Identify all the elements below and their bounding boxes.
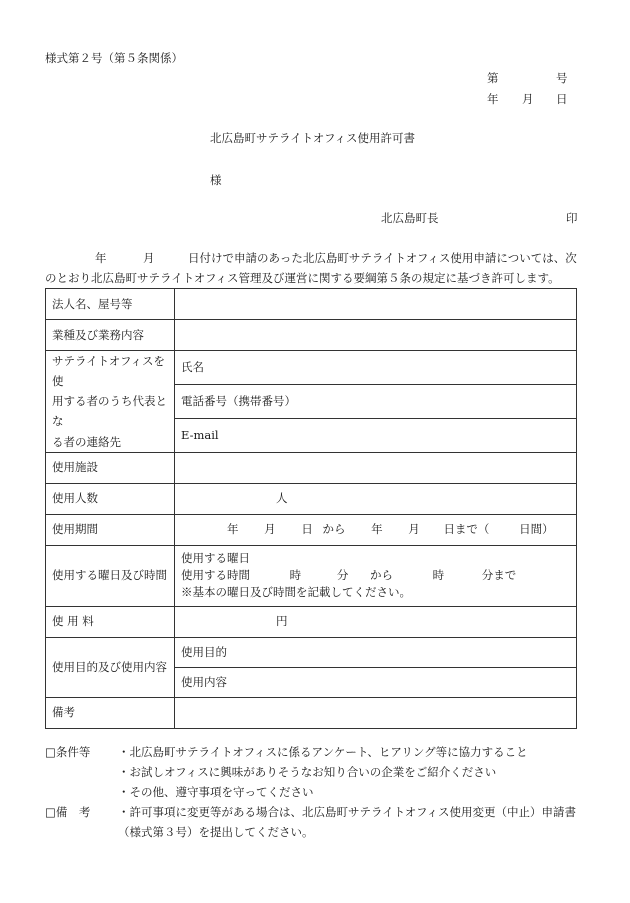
table-row: [46, 483, 577, 514]
business-field[interactable]: [175, 320, 577, 351]
issuer-seal: 印: [566, 211, 578, 225]
schedule-time: 使用する時間: [181, 568, 250, 582]
people-field[interactable]: [175, 483, 577, 514]
period-year-end: 年: [371, 522, 383, 537]
period-until: 日まで（: [443, 522, 490, 537]
fee-label: 使 用 料: [46, 606, 175, 637]
date-month: 月: [522, 92, 534, 106]
table-row: [46, 637, 577, 667]
conditions-label: □条件等: [45, 745, 91, 759]
people-unit: 人: [276, 491, 288, 506]
contact-label: [46, 351, 175, 453]
period-label: 使用期間: [46, 514, 175, 545]
contact-email-field[interactable]: E-mail: [175, 418, 577, 452]
table-row: [46, 351, 577, 385]
contact-phone-field[interactable]: 電話番号（携帯番号）: [175, 384, 577, 418]
purpose-label: 使用目的及び使用内容: [46, 637, 175, 697]
schedule-field[interactable]: [175, 545, 577, 606]
document-title: 北広島町サテライトオフィス使用許可書: [210, 131, 416, 145]
period-month: 月: [264, 522, 276, 537]
corp-name-field[interactable]: [175, 289, 577, 320]
fee-unit: 円: [276, 614, 288, 629]
corp-name-label: 法人名、屋号等: [46, 289, 175, 320]
time-minute: 分: [336, 568, 349, 582]
permit-form-table: [45, 288, 577, 729]
contact-label-line: 用する者のうち代表とな: [52, 394, 167, 429]
document-number-prefix: 第: [487, 71, 499, 85]
intro-line1: 日付けで申請のあった北広島町サテライトオフィス使用申請については、次: [188, 251, 577, 265]
facility-label: 使用施設: [46, 452, 175, 483]
time-hour-end: 時: [432, 568, 445, 582]
period-field[interactable]: [175, 514, 577, 545]
time-from: から: [369, 568, 393, 582]
fee-field[interactable]: [175, 606, 577, 637]
notes-remarks-label: □備 考: [45, 805, 91, 819]
notes-remarks-line: ・許可事項に変更等がある場合は、北広島町サテライトオフィス使用変更（中止）申請書: [118, 805, 577, 819]
period-day: 日: [301, 522, 313, 537]
period-year: 年: [227, 522, 239, 537]
period-days: 日間）: [519, 522, 554, 537]
period-from: から: [322, 522, 346, 537]
table-row: [46, 545, 577, 606]
contact-name-field[interactable]: 氏名: [175, 351, 577, 385]
schedule-note: ※基本の曜日及び時間を記載してください。: [181, 585, 411, 600]
table-row: [46, 289, 577, 320]
remarks-field[interactable]: [175, 697, 577, 728]
people-label: 使用人数: [46, 483, 175, 514]
schedule-day: 使用する曜日: [181, 550, 250, 565]
condition-item: ・お試しオフィスに興味がありそうなお知り合いの企業をご紹介ください: [118, 765, 497, 779]
form-number: 様式第２号（第５条関係）: [45, 51, 183, 65]
issuer-name: 北広島町長: [381, 211, 439, 225]
period-month-end: 月: [408, 522, 420, 537]
intro-line2: のとおり北広島町サテライトオフィス管理及び運営に関する要綱第５条の規定に基づき許可します。: [45, 271, 560, 285]
notes-remarks-line: （様式第３号）を提出してください。: [118, 825, 314, 839]
content-field[interactable]: 使用内容: [175, 667, 577, 697]
contact-label-line: る者の連絡先: [52, 434, 121, 449]
date-day: 日: [556, 92, 568, 106]
intro-year: 年: [95, 251, 107, 265]
condition-item: ・その他、遵守事項を守ってください: [118, 785, 314, 799]
date-year: 年: [487, 92, 499, 106]
table-row: [46, 452, 577, 483]
condition-item: ・北広島町サテライトオフィスに係るアンケート、ヒアリング等に協力すること: [118, 745, 528, 759]
document-number-suffix: 号: [556, 71, 568, 85]
facility-field[interactable]: [175, 452, 577, 483]
table-row: [46, 514, 577, 545]
time-hour: 時: [289, 568, 302, 582]
purpose-field[interactable]: 使用目的: [175, 637, 577, 667]
schedule-label: 使用する曜日及び時間: [46, 545, 175, 606]
intro-month: 月: [143, 251, 155, 265]
business-label: 業種及び業務内容: [46, 320, 175, 351]
contact-label-line: サテライトオフィスを使: [52, 354, 166, 389]
addressee-suffix: 様: [210, 173, 222, 187]
table-row: [46, 320, 577, 351]
table-row: [46, 697, 577, 728]
remarks-label: 備考: [46, 697, 175, 728]
time-until: 分まで: [481, 568, 517, 582]
table-row: [46, 606, 577, 637]
